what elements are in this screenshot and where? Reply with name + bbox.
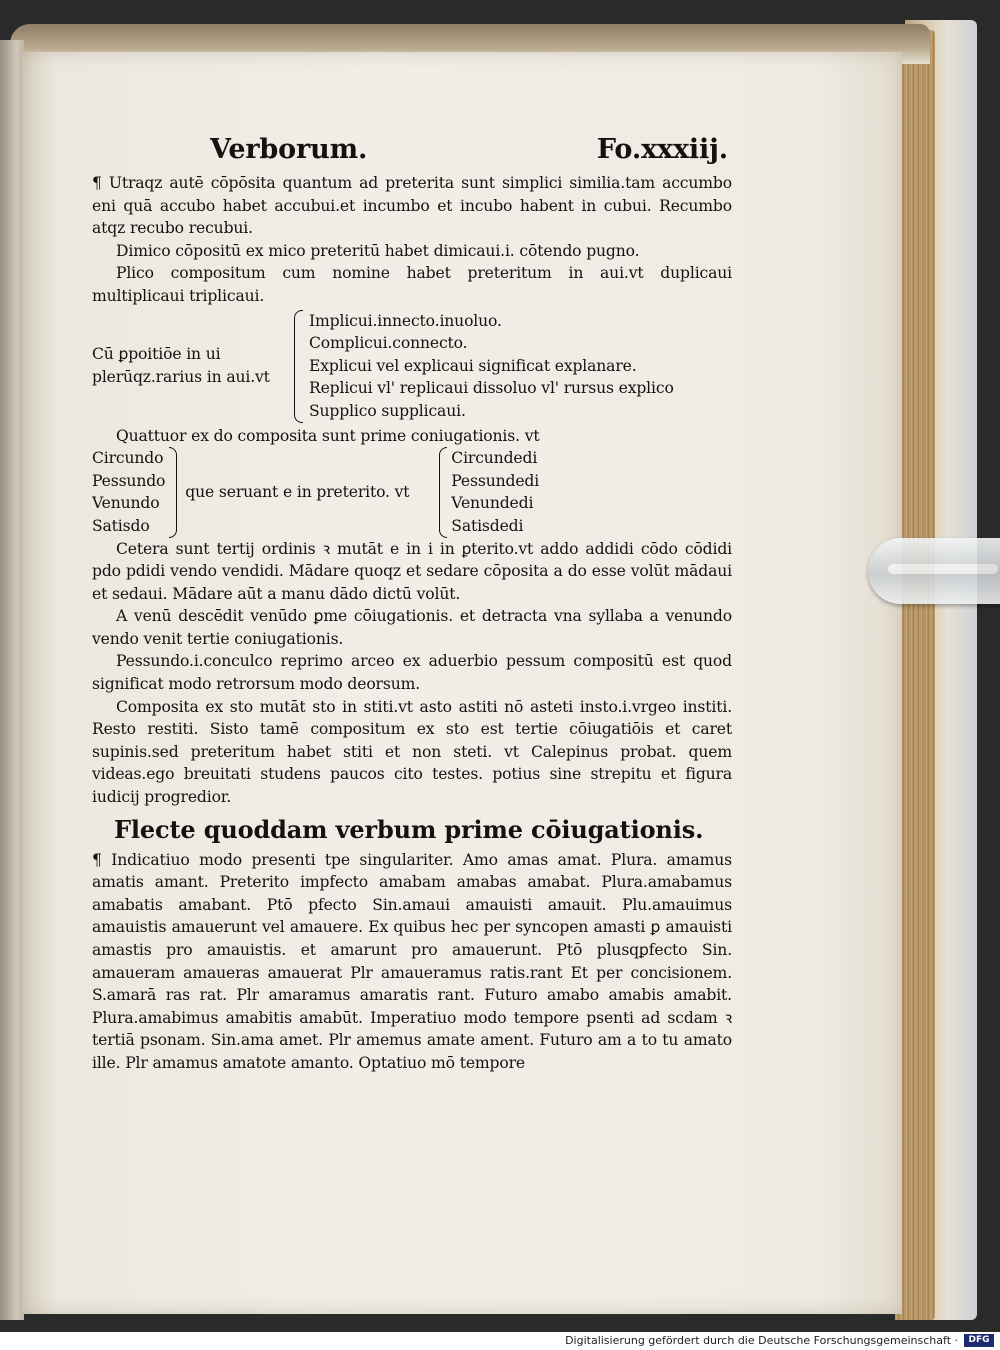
list-item: Pessundedi xyxy=(451,471,540,490)
list-item: Venundedi xyxy=(451,494,534,513)
paragraph: Composita ex sto mutāt sto in stiti.vt asto astiti nō asteti insto.i.vrgeo institi. Resto restiti. Sisto tamē compositum ex sto est tertie cōiugatiōis et caret supinis.sed preteritum habet stiti et non steti. vt Calepinus probat. quem videas.ego breuitati studens paucos cito testes. potius sine strepitu et figura iudicij progredior. xyxy=(92,697,732,807)
paragraph: Dimico cōpositū ex mico preteritū habet dimicaui.i. cōtendo pugno. xyxy=(116,241,640,260)
list-item: Venundo xyxy=(92,494,160,513)
paragraph: ¶ Utraqz autē cōpōsita quantum ad preterita sunt simplici similia.tam accumbo eni quā accubo habet accubui.et incumbo et incubo habent in cubui. Recumbo atqz recubo recubui. xyxy=(92,174,732,238)
running-head xyxy=(92,130,732,170)
brace-middle-text: que seruant e in preterito. vt xyxy=(185,483,410,502)
list-item: Satisdo xyxy=(92,516,150,535)
paragraph: Quattuor ex do composita sunt prime coniugationis. vt xyxy=(116,426,540,445)
brace-icon xyxy=(169,447,177,537)
list-item: Pessundo xyxy=(92,471,166,490)
brace-table-plico xyxy=(92,310,732,423)
list-item: Satisdedi xyxy=(451,516,524,535)
brace-table-do xyxy=(92,447,732,537)
verso-page-edge xyxy=(0,40,24,1320)
paragraph: Cetera sunt tertij ordinis ꝛ mutāt e in i in ꝑterito.vt addo addidi cōdo cōdidi pdo pdidi vendo vendidi. Mādare quoqz et sedare cōposita a do esse volūt mādaui et sedaui. Mādare aūt a manu dādo dictū volūt. xyxy=(92,539,732,603)
list-item: Complicui.connecto. xyxy=(309,334,468,353)
section-title: Flecte quoddam verbum prime cōiugationis. xyxy=(114,814,704,844)
book-clip xyxy=(868,538,1000,604)
paragraph: A venū descēdit venūdo ꝑme cōiugationis. et detracta vna syllaba a venundo vendo venit tertie coniugationis. xyxy=(92,607,732,648)
footer-bar xyxy=(0,1332,1000,1350)
paragraph: Plico compositum cum nomine habet preteritum in aui.vt duplicaui multiplicaui triplicaui. xyxy=(92,264,732,305)
list-item: Circundedi xyxy=(451,449,538,468)
paragraph: ¶ Indicatiuo modo presenti tpe singulariter. Amo amas amat. Plura. amamus amatis amant. Preterito impfecto amabam amabas amabat. Plura.amabamus amabatis amabant. Ptō pfecto Sin.amaui amauisti amauit. Plu.amauimus amauistis amauerunt vel amauere. Ex quibus hec per syncopen amasti ꝑ amauisti amastis pro amauistis. et amarunt pro amauerunt. Ptō plusqꝑfecto Sin. amaueram amaueras amauerat Plr amaueramus ratis.rant Et per concisionem. S.amarā ras rat. Plr amaramus amaratis rant. Futuro amabo amabis amabit. Plura.amabimus amabitis amabūt. Imperatiuo modo tempore psenti ad scdam ꝛ tertiā psonam. Sin.ama amet. Plr amemus amate ament. Futuro am a to tu amato ille. Plr amamus amatote amanto. Optatiuo mō tempore xyxy=(92,850,732,1072)
brace-icon xyxy=(439,447,447,537)
brace-list xyxy=(309,310,674,423)
page-text xyxy=(92,130,732,1075)
list-item: Supplico supplicaui. xyxy=(309,401,466,420)
list-item: Implicui.innecto.inuoluo. xyxy=(309,311,502,330)
folio-number: Fo.xxxiij. xyxy=(596,134,728,165)
funding-note: Digitalisierung gefördert durch die Deutsche Forschungsgemeinschaft · xyxy=(565,1334,958,1347)
verb-list-perfect xyxy=(451,447,539,537)
list-item: Replicui vl' replicaui dissoluo vl' rursus explico xyxy=(309,379,674,398)
list-item: Explicui vel explicaui significat explanare. xyxy=(309,356,637,375)
running-head-title: Verborum. xyxy=(210,134,368,165)
list-item: Circundo xyxy=(92,449,164,468)
verb-list-present xyxy=(92,447,165,537)
dfg-logo-icon: DFG xyxy=(964,1334,994,1347)
paragraph: Pessundo.i.conculco reprimo arceo ex aduerbio pessum compositū est quod significat modo retrorsum modo deorsum. xyxy=(92,652,732,694)
brace-icon xyxy=(294,310,303,423)
brace-left-text: Cū ꝑpoitiōe in ui plerūqz.rarius in aui.vt xyxy=(92,345,270,387)
